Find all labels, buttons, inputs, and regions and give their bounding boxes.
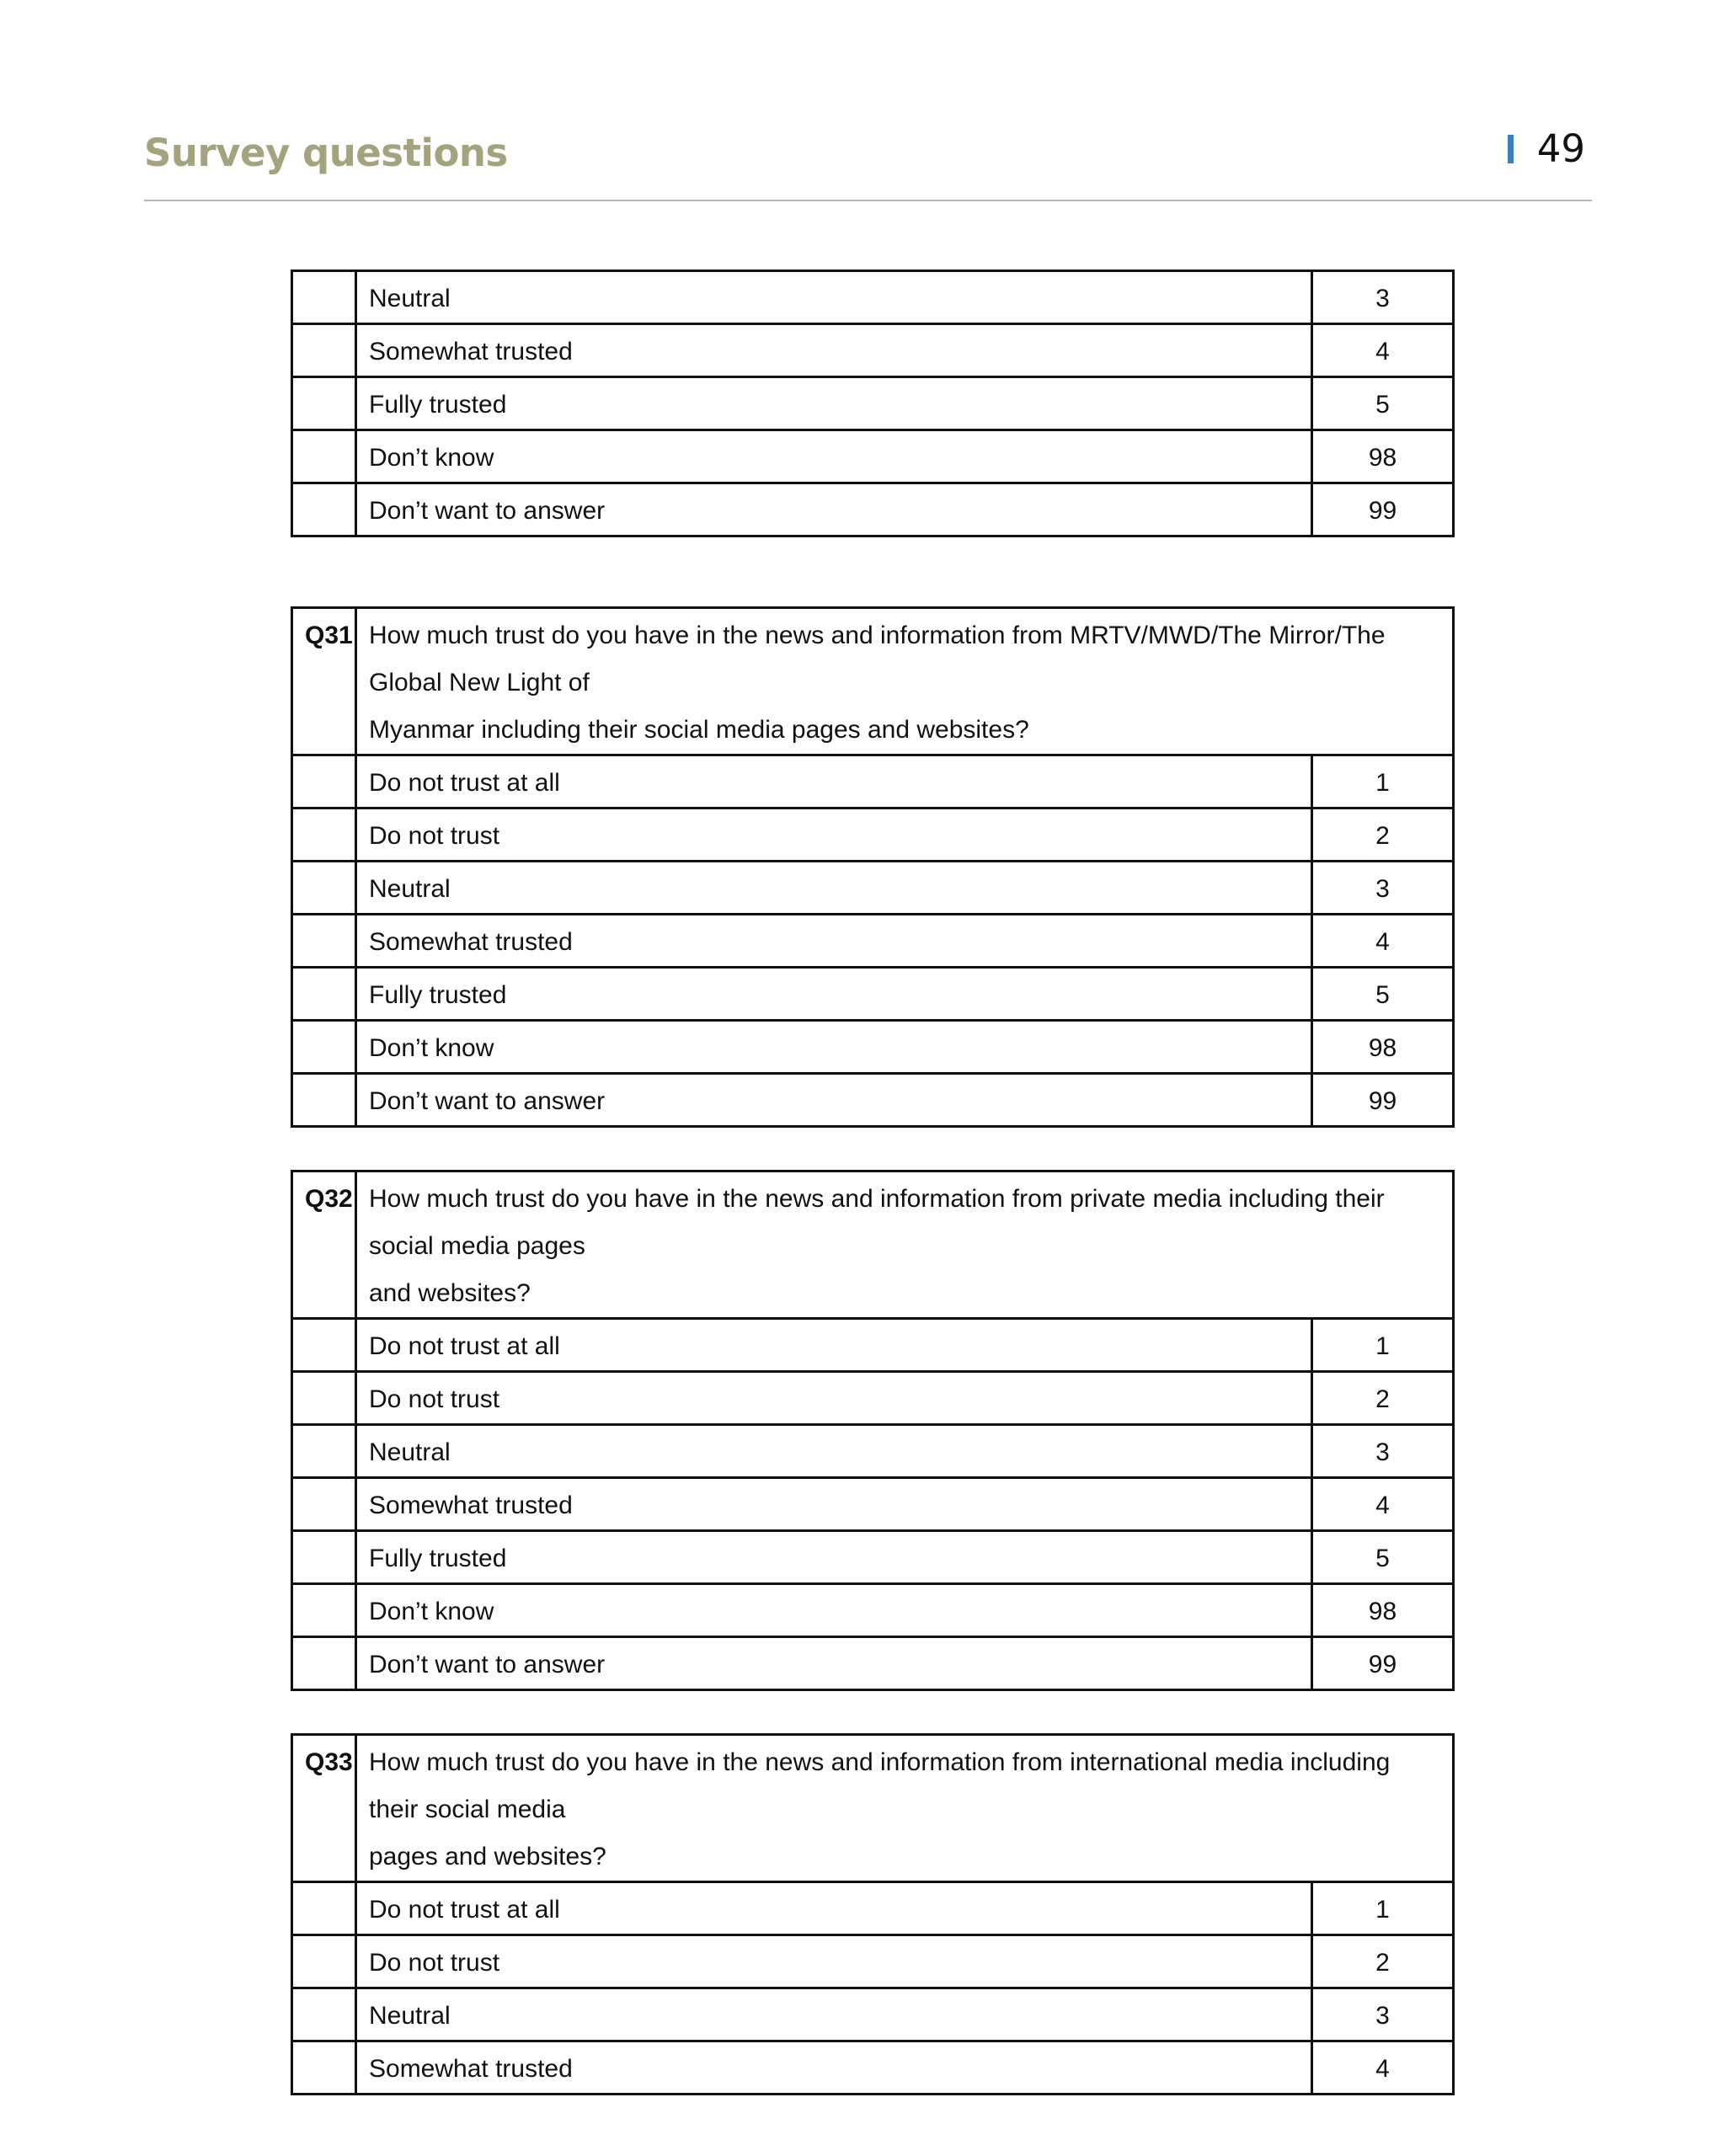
option-label: Do not trust at all [356, 1882, 1312, 1935]
page-number-group [1508, 126, 1585, 171]
option-label: Somewhat trusted [356, 324, 1312, 377]
option-row [292, 1074, 1454, 1127]
option-row [292, 271, 1454, 324]
option-label: Neutral [356, 1425, 1312, 1478]
question-id: Q33 [292, 1735, 356, 1882]
option-code: 3 [1311, 1425, 1453, 1478]
option-row [292, 755, 1454, 808]
question-table-q33 [291, 1733, 1455, 2095]
option-row [292, 2041, 1454, 2095]
option-row [292, 483, 1454, 536]
option-label: Do not trust at all [356, 1319, 1312, 1372]
option-code: 4 [1312, 2041, 1454, 2095]
option-label: Fully trusted [356, 1531, 1312, 1584]
option-label: Don’t know [356, 1584, 1312, 1637]
option-code: 98 [1311, 1584, 1453, 1637]
option-label: Fully trusted [356, 377, 1312, 430]
question-table-q31 [291, 606, 1455, 1128]
question-table-q32 [291, 1170, 1455, 1691]
option-row [292, 1584, 1454, 1637]
option-code: 3 [1312, 271, 1454, 324]
option-row [292, 862, 1454, 915]
question-row [292, 1171, 1454, 1319]
option-label: Don’t want to answer [356, 483, 1312, 536]
page-title: Survey questions [144, 131, 508, 175]
option-row [292, 1319, 1454, 1372]
option-code: 1 [1312, 755, 1454, 808]
option-label: Somewhat trusted [356, 2041, 1312, 2095]
option-row [292, 1531, 1454, 1584]
option-code: 99 [1312, 483, 1454, 536]
option-row [292, 915, 1454, 968]
option-label: Fully trusted [356, 968, 1312, 1021]
option-row [292, 1478, 1454, 1531]
option-row [292, 1021, 1454, 1074]
option-code: 5 [1311, 1531, 1453, 1584]
option-label: Somewhat trusted [356, 915, 1312, 968]
option-code: 4 [1312, 915, 1454, 968]
option-label: Do not trust [356, 808, 1312, 862]
option-label: Don’t know [356, 430, 1312, 483]
option-row [292, 1882, 1454, 1935]
option-label: Do not trust [356, 1372, 1312, 1425]
question-text: How much trust do you have in the news and information from international media including their social media pages and websites? [356, 1735, 1454, 1882]
option-row [292, 1988, 1454, 2041]
option-code: 4 [1312, 324, 1454, 377]
option-code: 5 [1312, 968, 1454, 1021]
option-code: 98 [1312, 430, 1454, 483]
option-row [292, 377, 1454, 430]
option-code: 99 [1312, 1074, 1454, 1127]
option-label: Neutral [356, 862, 1312, 915]
option-code: 3 [1312, 1988, 1454, 2041]
page-number: 49 [1536, 126, 1585, 171]
question-id: Q32 [292, 1171, 356, 1319]
option-label: Don’t know [356, 1021, 1312, 1074]
option-row [292, 968, 1454, 1021]
option-row [292, 808, 1454, 862]
option-label: Do not trust at all [356, 755, 1312, 808]
option-code: 4 [1311, 1478, 1453, 1531]
option-code: 3 [1312, 862, 1454, 915]
option-row [292, 1637, 1454, 1690]
option-row [292, 324, 1454, 377]
option-label: Somewhat trusted [356, 1478, 1312, 1531]
option-code: 2 [1312, 808, 1454, 862]
question-text: How much trust do you have in the news and information from MRTV/MWD/The Mirror/The Global New Light of Myanmar including their social media pages and websites? [356, 608, 1454, 755]
header-divider [144, 200, 1592, 201]
question-row [292, 1735, 1454, 1882]
question-table-continued [291, 270, 1455, 537]
option-row [292, 430, 1454, 483]
option-code: 5 [1312, 377, 1454, 430]
question-row [292, 608, 1454, 755]
option-code: 1 [1312, 1882, 1454, 1935]
option-label: Do not trust [356, 1935, 1312, 1988]
option-row [292, 1935, 1454, 1988]
option-label: Neutral [356, 1988, 1312, 2041]
option-row [292, 1425, 1454, 1478]
option-label: Don’t want to answer [356, 1637, 1312, 1690]
option-code: 98 [1312, 1021, 1454, 1074]
option-code: 99 [1311, 1637, 1453, 1690]
page-number-accent-bar [1508, 135, 1514, 163]
option-label: Don’t want to answer [356, 1074, 1312, 1127]
option-code: 2 [1312, 1935, 1454, 1988]
option-label: Neutral [356, 271, 1312, 324]
question-text: How much trust do you have in the news and information from private media including their social media pages and websites? [356, 1171, 1454, 1319]
option-code: 1 [1311, 1319, 1453, 1372]
option-code: 2 [1311, 1372, 1453, 1425]
option-row [292, 1372, 1454, 1425]
question-id: Q31 [292, 608, 356, 755]
